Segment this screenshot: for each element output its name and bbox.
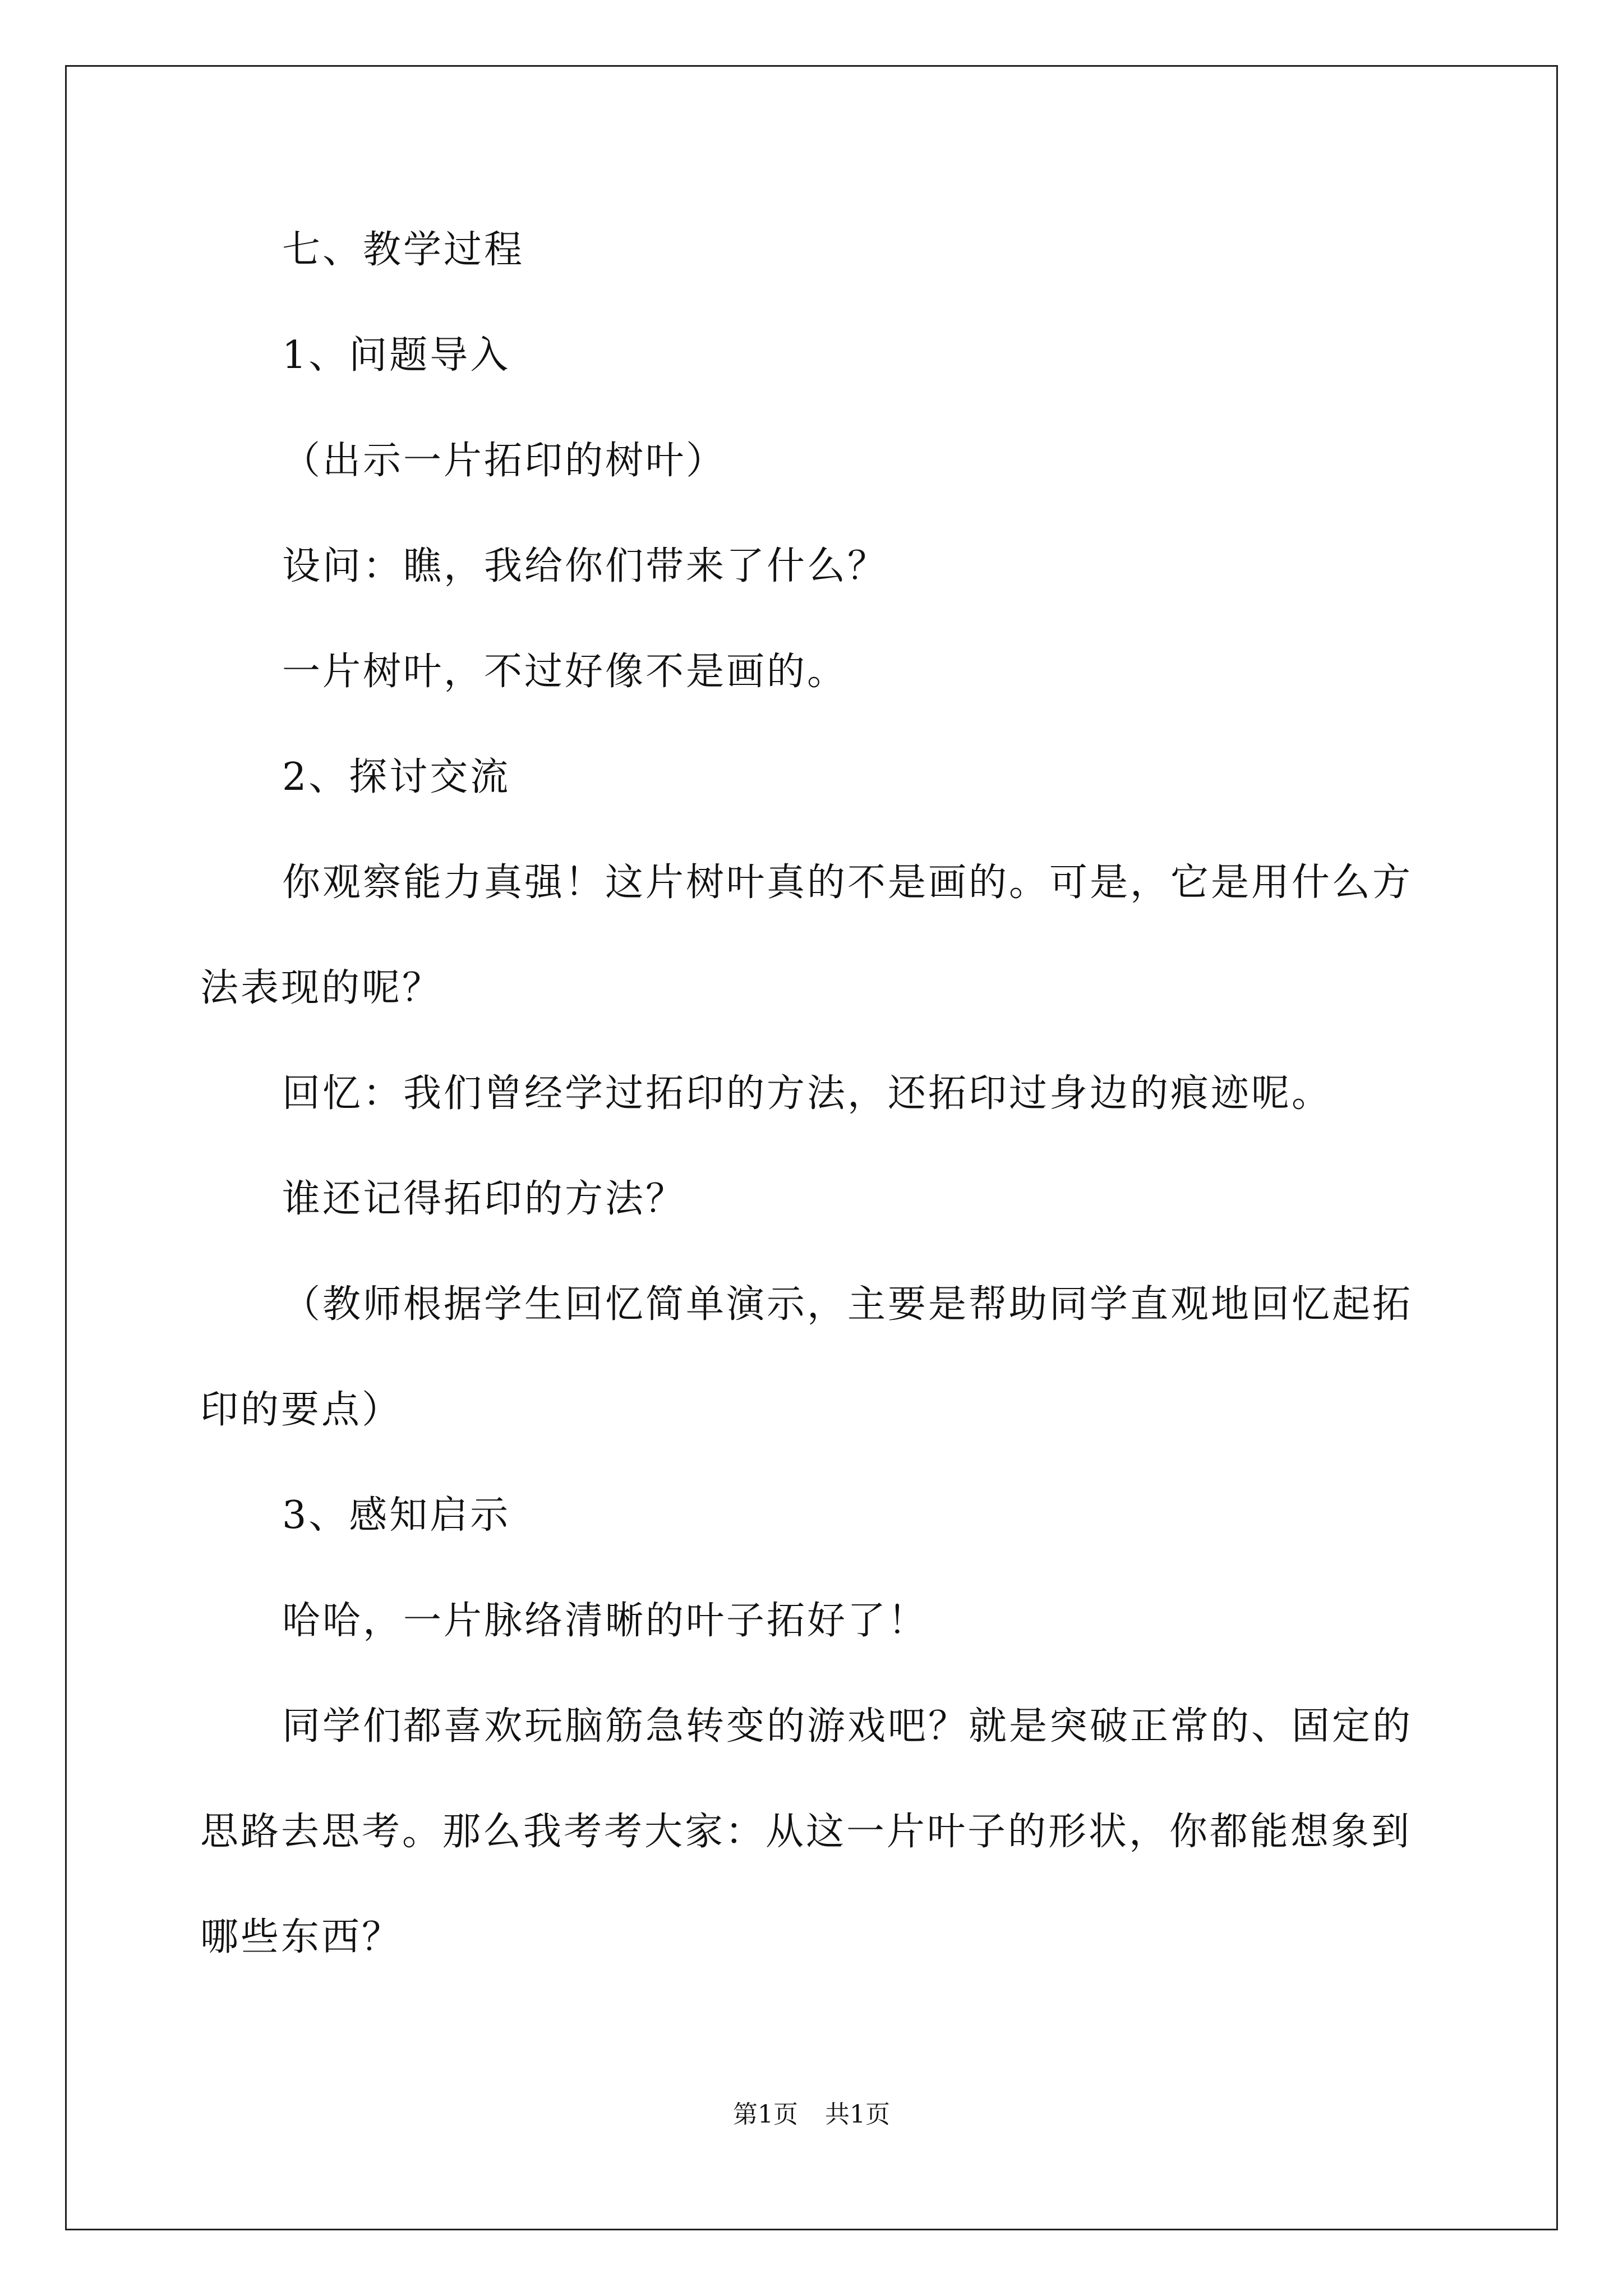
paragraph: （出示一片拓印的树叶）	[282, 439, 727, 483]
paragraph: 一片树叶，不过好像不是画的。	[282, 650, 848, 694]
paragraph: 谁还记得拓印的方法？	[282, 1177, 686, 1221]
paragraph: 你观察能力真强！这片树叶真的不是画的。可是，它是用什么方法表现的呢？	[200, 861, 1413, 1010]
paragraph: 哈哈，一片脉络清晰的叶子拓好了！	[282, 1599, 929, 1643]
page-footer	[0, 2098, 1623, 2132]
page-number: 第1页	[733, 2100, 798, 2129]
paragraph: 同学们都喜欢玩脑筋急转变的游戏吧？就是突破正常的、固定的思路去思考。那么我考考大家：从这一片叶子的形状，你都能想象到哪些东西？	[200, 1704, 1413, 1959]
paragraph: 设问：瞧，我给你们带来了什么？	[282, 544, 888, 588]
subsection-heading: 1、问题导入	[282, 333, 511, 378]
subsection-heading: 2、探讨交流	[282, 755, 511, 799]
paragraph: 回忆：我们曾经学过拓印的方法，还拓印过身边的痕迹呢。	[282, 1071, 1332, 1116]
subsection-heading: 3、感知启示	[282, 1493, 511, 1538]
paragraph: （教师根据学生回忆简单演示，主要是帮助同学直观地回忆起拓印的要点）	[200, 1282, 1413, 1432]
section-heading: 七、教学过程	[282, 228, 525, 272]
page-total: 共1页	[825, 2100, 890, 2129]
